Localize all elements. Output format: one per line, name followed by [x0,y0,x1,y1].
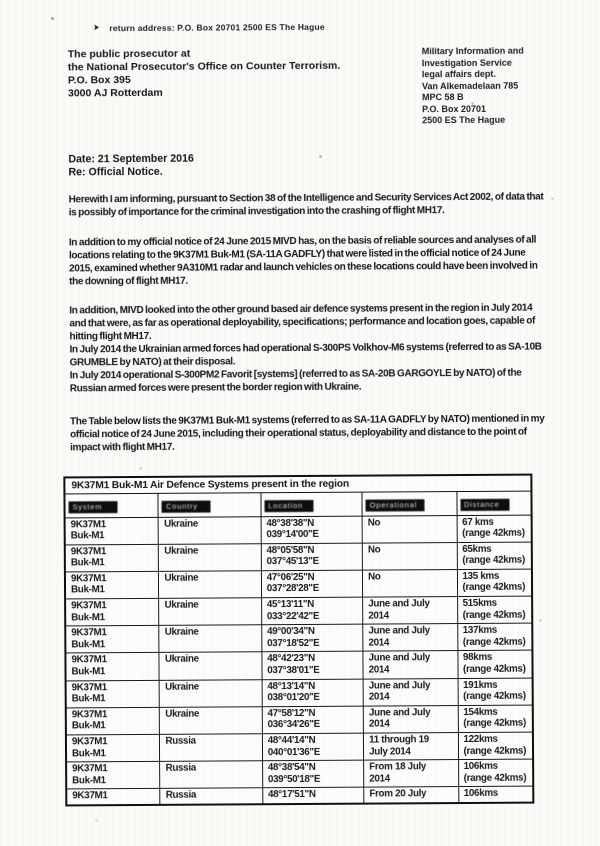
cell-country: Ukraine [159,544,261,571]
cell-distance: 137kms (range 42kms) [462,625,526,648]
redacted-header-label: Country [162,500,211,512]
redacted-header-label: Operational [366,499,425,511]
redacted-header-label: Location [264,499,313,511]
cell-operational: June and July 2014 [363,597,458,624]
table-row [66,542,531,572]
cell-distance: 122kms (range 42kms) [463,733,527,757]
cell-operational: June and July 2014 [364,651,459,678]
cell-system: 9K37M1 Buk-M1 [66,545,160,572]
cell-location: 48°05'58"N 037°45'13"E [262,543,364,570]
cell-distance: 191kms (range 42kms) [463,679,526,703]
table-header-row [65,491,530,518]
cell-system: 9K37M1 Buk-M1 [66,626,160,653]
cell-operational: From 18 July 2014 [364,760,459,787]
paragraph-other-systems-line: In addition, MIVD looked into the other ground based air defence systems present in the region in July 2014 and that were, as far as operational deployability, specifications; performance and location goes, capable of hitting flight MH17. [69,302,536,342]
column-header-distance [457,491,531,514]
paragraph-russia-s300: In July 2014 operational S-300PM2 Favorit [systems] (referred to as SA-20B GARGOYLE by NATO) of the Russian armed forces were present the border region with Ukraine. [69,367,522,394]
cell-location: 47°06'25"N 037°28'28"E [262,570,364,597]
paragraph-notice-addition: In addition to my official notice of 24 June 2015 MIVD has, on the basis of reliable sources and analyses of all locations relating to the 9K37M1 Buk-M1 (SA-11A GADFLY) that were listed in the official notice of 24 June 2015, examined whether 9A310M1 radar and launch vehicles on these locations could have been involved in the downing of flight MH17. [68,234,538,287]
table-row [67,787,532,804]
table-row [66,597,531,627]
sender-line: Investigation Service [421,57,512,68]
table-title: 9K37M1 Buk-M1 Air Defence Systems present in the region [65,475,530,494]
cell-system: 9K37M1 Buk-M1 [67,708,161,735]
return-address-text: return address: P.O. Box 20701 2500 ES The Hague [109,21,325,33]
paragraph-intro: Herewith I am informing, pursuant to Section 38 of the Intelligence and Security Services Act 2002, of data that is possibly of importance for the criminal investigation into the crashing of flight MH17. [68,191,544,218]
cell-operational: No [363,516,458,543]
cell-location: 45°13'11"N 033°22'42"E [262,598,364,625]
column-header-system [65,493,159,517]
cell-system: 9K37M1 Buk-M1 [66,517,160,544]
cell-country: Ukraine [160,680,262,707]
column-header-country [159,493,261,517]
cell-operational: June and July 2014 [364,706,459,733]
sender-line: P.O. Box 20701 [422,103,487,114]
cell-country: Ukraine [159,517,261,544]
cell-country: Ukraine [160,653,262,680]
cell-distance: 65kms (range 42kms) [462,543,525,567]
cell-location: 49°00'34"N 037°18'52"E [262,625,364,652]
table-body [66,515,533,804]
return-address-line [93,19,598,33]
cell-location: 48°38'38"N 039°14'00"E [261,516,363,543]
recipient-line: The public prosecutor at [67,47,191,61]
sender-line: Military Information and [421,45,524,57]
sender-line: legal affairs dept. [421,68,496,80]
cell-operational: June and July 2014 [363,624,458,651]
table-row [66,569,531,599]
address-row [68,45,572,129]
cell-operational: From 20 July [364,787,458,802]
column-header-location [261,492,362,516]
cell-distance: 106kms (range 42kms) [463,760,527,784]
recipient-line: 3000 AJ Rotterdam [67,86,163,100]
arrow-mark-icon: ➤ [93,22,100,33]
subject-line: Re: Official Notice. [68,165,163,179]
column-header-operational [363,492,458,516]
table-row [67,733,532,763]
table-row [66,651,531,681]
cell-system: 9K37M1 Buk-M1 [67,680,161,707]
sender-line: 2500 ES The Hague [422,114,506,126]
cell-country: Ukraine [160,707,262,734]
cell-location: 48°13'14"N 038°01'20"E [262,679,364,706]
table-row [66,515,531,545]
cell-system: 9K37M1 Buk-M1 [66,572,160,599]
cell-system: 9K37M1 [67,789,161,804]
cell-country: Russia [160,734,262,761]
cell-country: Russia [161,789,263,804]
redacted-header-label: Distance [460,498,509,510]
cell-country: Ukraine [160,598,262,625]
cell-distance: 154kms (range 42kms) [463,706,526,730]
cell-country: Ukraine [159,571,261,598]
date-line: Date: 21 September 2016 [68,152,194,165]
cell-distance: 98kms (range 42kms) [462,652,526,676]
cell-location: 48°44'14"N 040°01'36"E [263,734,365,761]
recipient-line: P.O. Box 395 [67,74,131,87]
cell-location: 48°42'23"N 037°38'01"E [262,652,364,679]
cell-distance: 106kms [463,788,498,800]
paragraph-ukraine-s300: In July 2014 the Ukrainian armed forces had operational S-300PS Volkhov-M6 systems (referred to as SA-10B GRUMBLE by NATO) at their disposal. [69,341,542,368]
paragraph-table-intro: The Table below lists the 9K37M1 Buk-M1 systems (referred to as SA-11A GADFLY by NATO) mentioned in my official notice of 24 June 2015, including their operational status, deployability and distance to the point of impact with flight MH17. [69,413,545,453]
table-row [66,624,531,654]
cell-country: Ukraine [160,625,262,652]
recipient-address [68,47,341,129]
cell-system: 9K37M1 Buk-M1 [67,762,161,789]
cell-system: 9K37M1 Buk-M1 [66,599,160,626]
cell-system: 9K37M1 Buk-M1 [67,735,161,762]
recipient-line: the National Prosecutor's Office on Counter Terrorism. [67,59,341,74]
cell-distance: 67 kms (range 42kms) [462,516,525,540]
cell-location: 47°58'12"N 036°34'26"E [263,706,365,733]
cell-distance: 515kms (range 42kms) [462,597,526,621]
sender-address [422,45,572,126]
table-row [67,678,532,708]
cell-operational: 11 through 19 July 2014 [364,733,459,760]
redacted-header-label: System [68,501,117,513]
cell-country: Russia [161,761,263,788]
cell-location: 48°17'51"N [263,788,364,803]
cell-distance: 135 kms (range 42kms) [462,570,526,594]
table-row [67,705,532,735]
table-row [67,760,532,790]
cell-operational: No [363,570,458,597]
paragraph-other-systems [69,301,546,395]
date-subject-block [68,150,598,180]
cell-location: 48°38'54"N 039°50'18"E [263,761,365,788]
air-defence-table [63,473,534,806]
sender-line: MPC 58 B [422,91,464,103]
sender-line: Van Alkemadelaan 785 [421,80,519,91]
cell-system: 9K37M1 Buk-M1 [66,653,160,680]
cell-operational: No [363,543,458,570]
cell-operational: June and July 2014 [364,679,459,706]
